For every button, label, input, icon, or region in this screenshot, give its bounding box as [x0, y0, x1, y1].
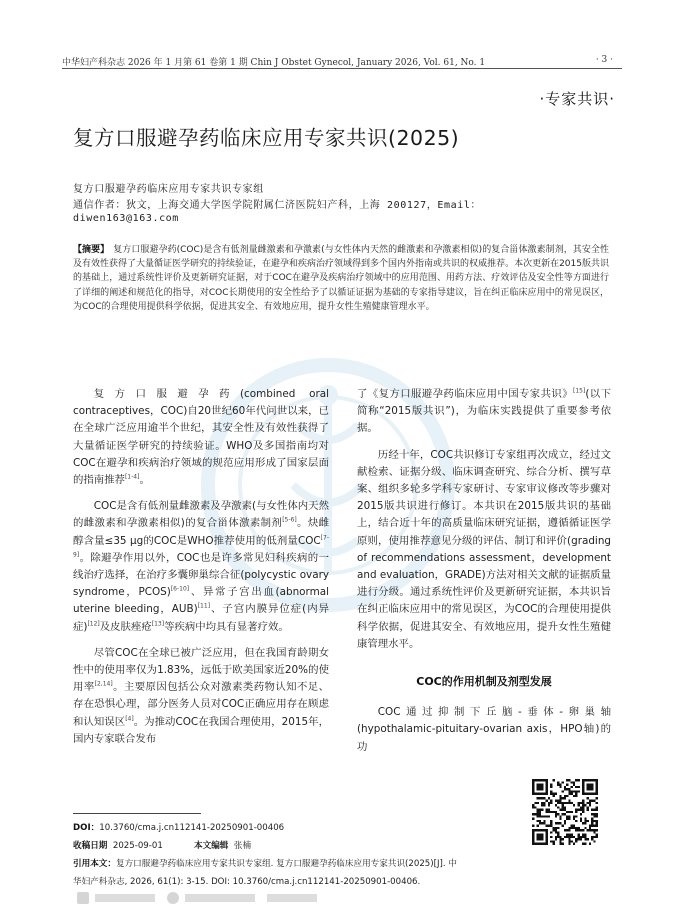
citation-ref[interactable]: [4]: [125, 715, 134, 723]
citation-ref[interactable]: [6-10]: [170, 585, 190, 593]
abstract-text: 复方口服避孕药(COC)是含有低剂量雌激素和孕激素(与女性体内天然的雌激素和孕激素相似)的复合甾体激素制剂，其安全性及有效性获得了大量循证医学研究的持续验证，在避孕和疾病治疗领域得到多个国内外指南或共识的权威推荐。本次更新在2015版共识的基础上，通过系统性评价及更新研究证据，对于COC在避孕及疾病治疗领域中的应用范围、用药方法、疗效评估及安全性等方面进行了详细的阐述和规范化的指导，对COC长期使用的安全性给予了以循证证据为基础的专家指导建议，旨在纠正临床应用中的常见误区，为COC的合理使用提供科学依据，促进其安全、有效地应用，提升女性生殖健康管理水平。: [73, 245, 609, 312]
doi-line: DOI：10.3760/cma.j.cn112141-20250901-00406: [73, 823, 285, 833]
correspondence-email[interactable]: diwen163@163.com: [73, 213, 179, 224]
body-column-right: [357, 386, 611, 765]
body-paragraph: 尽管COC在全球已被广泛应用，但在我国育龄期女性中的使用率仅为1.83%，远低于欧美国家近20%的使用率[2,14]。主要原因包括公众对激素类药物认知不足、存在恐惧心理，部分医务人员对COC正确应用存在顾虑和认知误区[4]。为推动COC在我国合理使用，2015年，国内专家联合发布: [73, 646, 330, 745]
qr-code[interactable]: [532, 779, 598, 845]
body-paragraph: 复方口服避孕药(combined oral contraceptives，COC)自20世纪60年代问世以来，已在全球广泛应用逾半个世纪，其安全性及有效性获得了大量循证医学研究的持续验证。WHO及多国指南均对COC在避孕和疾病治疗领域的规范应用形成了国家层面的指南推荐[1-4]。: [73, 388, 329, 487]
citation-ref[interactable]: [11]: [197, 602, 211, 610]
citation-ref[interactable]: [2,14]: [94, 680, 113, 688]
citation-ref[interactable]: [1-4]: [124, 473, 140, 481]
publisher-logo: [77, 891, 377, 905]
editor-line: 本文编辑 张楠: [194, 841, 252, 851]
citation-ref[interactable]: [7-9]: [73, 534, 329, 559]
section-heading: COC的作用机制及剂型发展: [416, 675, 552, 689]
section-label: ·专家共识·: [539, 90, 615, 108]
abstract: [73, 243, 609, 314]
doi-link[interactable]: 10.3760/cma.j.cn112141-20250901-00406: [99, 823, 285, 833]
citation-ref[interactable]: [13]: [151, 620, 165, 628]
body-paragraph: COC通过抑制下丘脑-垂体-卵巢轴(hypothalamic-pituitary-ovarian axis，HPO轴)的功: [357, 706, 611, 753]
body-paragraph: 历经十年，COC共识修订专家组再次成立，经过文献检索、证据分级、临床调查研究、综合分析、撰写草案、组织多轮多学科专家研讨、专家审议修改等步骤对2015版共识进行修订。本共识在2015版共识的基础上，结合近十年的高质量临床研究证据，遵循循证医学原则，使用推荐意见分级的评估、制订和评价(grading of recommendations assessment，development and evaluation，GRADE)方法对相关文献的证据质量进行分级。通过系统性评价及更新研究证据，本共识旨在纠正临床应用中的常见误区，为COC的合理使用提供科学依据，促进其安全、有效地应用，提升女性生殖健康管理水平。: [357, 448, 611, 650]
header-divider: [62, 68, 622, 69]
received-date-line: 收稿日期 2025-09-01: [73, 841, 163, 851]
footer-divider: [73, 813, 201, 814]
citation-line: 华妇产科杂志, 2026, 61(1): 3-15. DOI: 10.3760/cma.j.cn112141-20250901-00406.: [73, 877, 421, 887]
author-group: 复方口服避孕药临床应用专家共识专家组: [73, 184, 264, 195]
article-title: 复方口服避孕药临床应用专家共识(2025): [73, 126, 460, 150]
correspondence-author: 通信作者：狄文，上海交通大学医学院附属仁济医院妇产科，上海 200127，Email：: [73, 200, 482, 211]
citation-ref[interactable]: [15]: [573, 387, 586, 395]
running-header: 中华妇产科杂志 2026 年 1 月第 61 卷第 1 期 Chin J Obstet Gynecol, January 2026, Vol. 61, No. 1: [62, 58, 486, 68]
page-number: · 3 ·: [595, 55, 613, 65]
citation-line: 引用本文：复方口服避孕药临床应用专家共识专家组. 复方口服避孕药临床应用专家共识(2025)[J]. 中: [73, 859, 457, 869]
body-column-left: [73, 386, 329, 757]
body-paragraph: COC是含有低剂量雌激素及孕激素(与女性体内天然的雌激素和孕激素相似)的复合甾体激素制剂[5-6]。炔雌醇含量≤35 μg的COC是WHO推荐使用的低剂量COC[7-9]。除避孕作用以外，COC也是许多常见妇科疾病的一线治疗选择，在治疗多囊卵巢综合征(polycystic ovary syndrome，PCOS)[6-10]、异常子宫出血(abnormal uterine bleeding，AUB)[11]、子宫内膜异位症(内异症)[12]及皮肤痤疮[13]等疾病中均具有显著疗效。: [73, 500, 329, 633]
citation-ref[interactable]: [5-6]: [282, 516, 297, 524]
abstract-label: 【摘要】: [73, 245, 110, 255]
citation-ref[interactable]: [12]: [87, 620, 100, 628]
body-paragraph: 了《复方口服避孕药临床应用中国专家共识》[15](以下简称“2015版共识”)，为临床实践提供了重要参考依据。: [357, 387, 611, 435]
